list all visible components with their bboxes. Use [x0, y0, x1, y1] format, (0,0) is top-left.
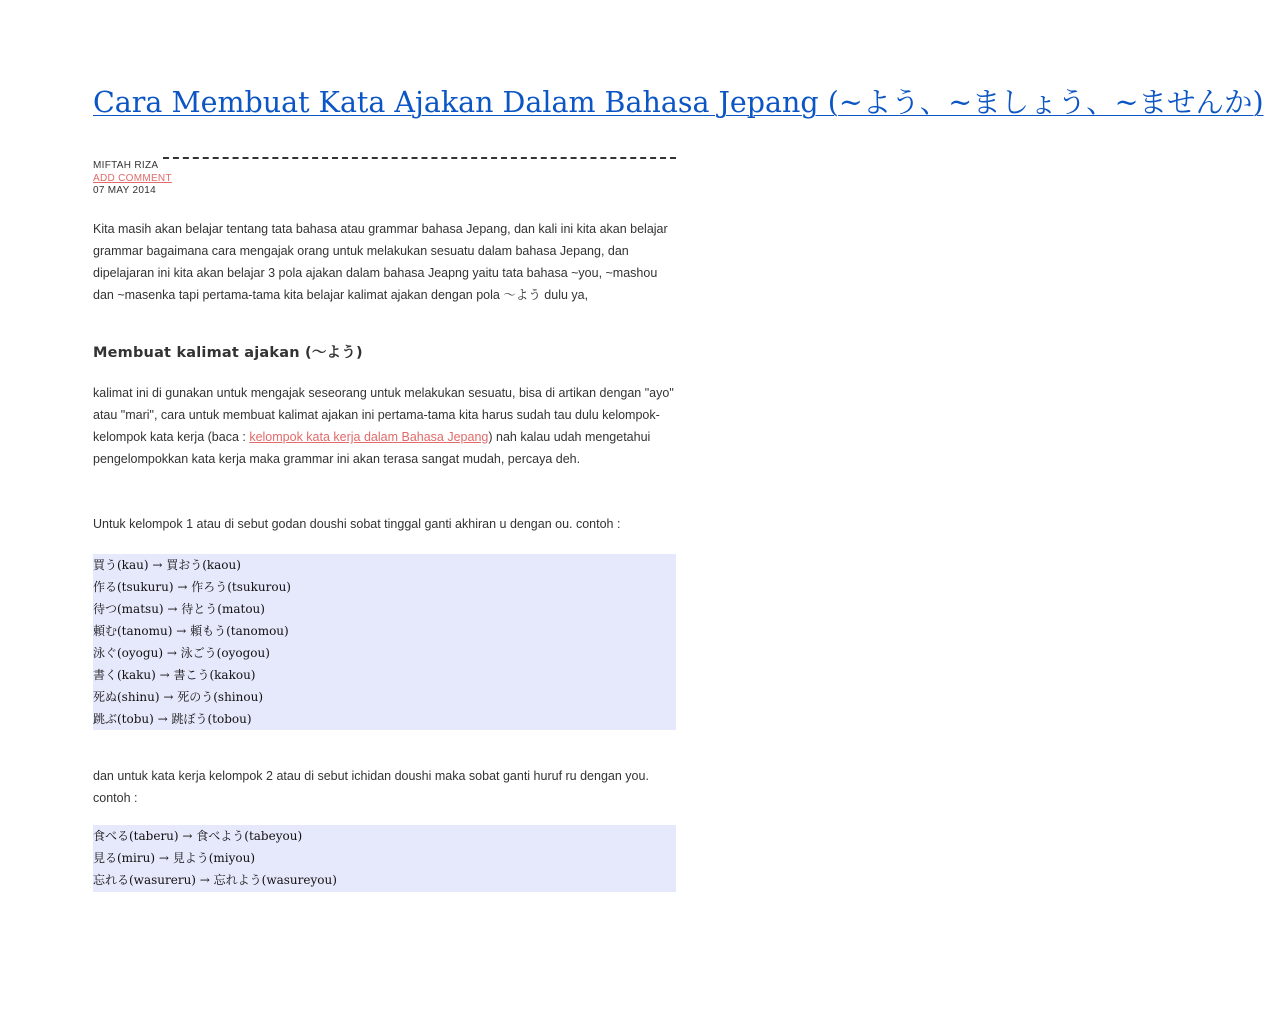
example-line: 泳ぐ(oyogu) → 泳ごう(oyogou): [93, 646, 270, 660]
example-line: 買う(kau) → 買おう(kaou): [93, 558, 241, 572]
explanation-text-before: kalimat ini di gunakan untuk mengajak seseorang untuk melakukan sesuatu, bisa di artikan dengan "ayo" atau "mari", cara untuk membuat kalimat ajakan ini pertama-tama kita harus sudah tau dulu kelompok-kelompok kata kerja (baca :: [93, 386, 674, 444]
example-line: 待つ(matsu) → 待とう(matou): [93, 602, 265, 616]
author-name: MIFTAH RIZA: [93, 160, 159, 171]
group1-intro-paragraph: Untuk kelompok 1 atau di sebut godan doushi sobat tinggal ganti akhiran u dengan ou. contoh :: [93, 517, 621, 531]
example-line: 書く(kaku) → 書こう(kakou): [93, 668, 256, 682]
intro-paragraph: Kita masih akan belajar tentang tata bahasa atau grammar bahasa Jepang, dan kali ini kita akan belajar grammar bagaimana cara mengajak orang untuk melakukan sesuatu dalam bahasa Jepang, dan dipelajaran ini kita akan belajar 3 pola ajakan dalam bahasa Jeapng yaitu tata bahasa ~you, ~mashou dan ~masenka tapi pertama-tama kita belajar kalimat ajakan dengan pola 〜よう dulu ya,: [93, 222, 668, 302]
example-line: 作る(tsukuru) → 作ろう(tsukurou): [93, 580, 291, 594]
verb-groups-link[interactable]: kelompok kata kerja dalam Bahasa Jepang: [249, 430, 489, 444]
explanation-text-after: ) nah kalau udah mengetahui pengelompokkan kata kerja maka grammar ini akan terasa sangat mudah, percaya deh.: [93, 430, 651, 466]
title-divider: [163, 157, 676, 159]
group2-intro-paragraph: dan untuk kata kerja kelompok 2 atau di sebut ichidan doushi maka sobat ganti huruf ru dengan you. contoh :: [93, 769, 649, 805]
example-line: 食べる(taberu) → 食べよう(tabeyou): [93, 829, 303, 843]
post-date: 07 MAY 2014: [93, 185, 156, 196]
explanation-paragraph: [93, 382, 676, 470]
group1-examples-box: [93, 554, 676, 730]
example-line: 跳ぶ(tobu) → 跳ぼう(tobou): [93, 712, 252, 726]
example-line: 死ぬ(shinu) → 死のう(shinou): [93, 690, 263, 704]
article-title-link[interactable]: Cara Membuat Kata Ajakan Dalam Bahasa Jepang (~よう、~ましょう、~ませんか): [93, 86, 1264, 119]
example-line: 忘れる(wasureru) → 忘れよう(wasureyou): [93, 873, 337, 887]
section-heading: Membuat kalimat ajakan (〜よう): [93, 345, 363, 361]
example-line: 頼む(tanomu) → 頼もう(tanomou): [93, 624, 289, 638]
add-comment-link[interactable]: ADD COMMENT: [93, 173, 172, 184]
example-line: 見る(miru) → 見よう(miyou): [93, 851, 256, 865]
group2-examples-box: [93, 825, 676, 892]
